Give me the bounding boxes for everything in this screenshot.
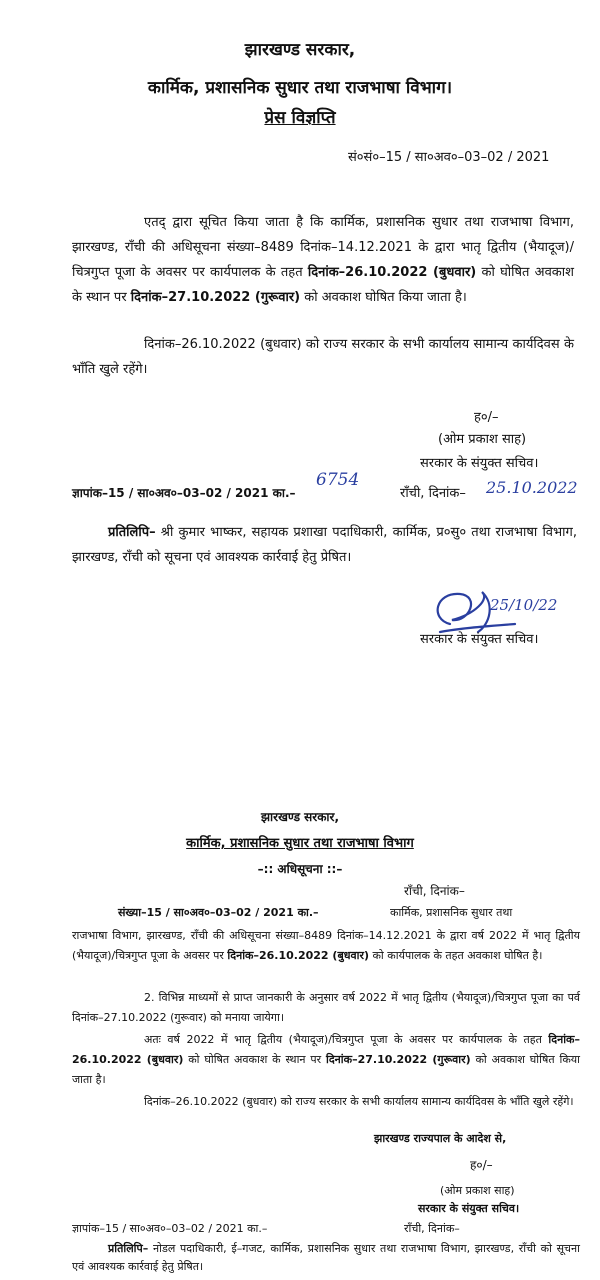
government-heading: झारखण्ड सरकार,: [244, 40, 356, 60]
memo-number: ज्ञापांक–15 / सा०अव०–03–02 / 2021 का.–: [72, 1222, 268, 1235]
notification-paragraph-1: राजभाषा विभाग, झारखण्ड, राँची की अधिसूचना संख्या–8489 दिनांक–14.12.2021 के द्वारा वर्ष 2022 में भातृ द्वितीय (भैयादूज)/चित्रगुप्त पूजा के अवसर पर दिनांक–26.10.2022 (बुधवार) को कार्यपालक के तहत अवकाश घोषित है।: [72, 929, 580, 962]
document-title: प्रेस विज्ञप्ति: [264, 108, 336, 128]
page-separator: [0, 770, 600, 786]
signature-handwritten-date: 25/10/22: [490, 596, 558, 614]
memo-place-date: राँची, दिनांक–: [404, 1222, 460, 1235]
document-title: –:: अधिसूचना ::–: [257, 862, 343, 876]
notification-paragraph-4: दिनांक–26.10.2022 (बुधवार) को राज्य सरकार के सभी कार्यालय सामान्य कार्यदिवस के भाँति खुले रहेंगे।: [144, 1095, 574, 1108]
memo-handwritten-number: 6754: [316, 470, 360, 490]
department-heading: कार्मिक, प्रशासनिक सुधार तथा राजभाषा विभाग: [186, 836, 414, 851]
signatory-name: (ओम प्रकाश साह): [440, 1184, 515, 1197]
governor-order: झारखण्ड राज्यपाल के आदेश से,: [374, 1132, 507, 1145]
place-date: राँची, दिनांक–: [404, 884, 465, 898]
department-heading: कार्मिक, प्रशासनिक सुधार तथा राजभाषा विभाग।: [147, 78, 453, 98]
notification-para1-start: कार्मिक, प्रशासनिक सुधार तथा: [390, 906, 513, 919]
memo-handwritten-date: 25.10.2022: [486, 478, 578, 497]
signature-ho: ह०/–: [474, 410, 499, 425]
notification-number: संख्या–15 / सा०अव०–03–02 / 2021 का.–: [118, 906, 319, 919]
signatory-designation: सरकार के संयुक्त सचिव।: [420, 456, 539, 471]
memo-number: ज्ञापांक–15 / सा०अव०–03–02 / 2021 का.–: [72, 486, 296, 500]
notification-page: [0, 786, 600, 1280]
memo-place-date: राँची, दिनांक–: [400, 486, 466, 501]
copy-to-paragraph: प्रतिलिपि– नोडल पदाधिकारी, ई–गजट, कार्मिक, प्रशासनिक सुधार तथा राजभाषा विभाग, झारखण्ड, राँची को सूचना एवं आवश्यक कार्रवाई हेतु प्रेषित।: [72, 1242, 580, 1273]
notice-paragraph-2: दिनांक–26.10.2022 (बुधवार) को राज्य सरकार के सभी कार्यालय सामान्य कार्यदिवस के भाँति खुले रहेंगे।: [72, 337, 574, 377]
signatory-designation-2: सरकार के संयुक्त सचिव।: [420, 632, 539, 647]
signature-ho: ह०/–: [470, 1158, 493, 1172]
notification-paragraph-3: अतः वर्ष 2022 में भातृ द्वितीय (भैयादूज)/चित्रगुप्त पूजा के अवसर पर कार्यपालक के तहत दिनांक–26.10.2022 (बुधवार) को घोषित अवकाश के स्थान पर दिनांक–27.10.2022 (गुरूवार) को अवकाश घोषित किया जाता है।: [72, 1033, 580, 1086]
signatory-name: (ओम प्रकाश साह): [438, 432, 527, 447]
copy-to-paragraph: प्रतिलिपि– श्री कुमार भाष्कर, सहायक प्रशाखा पदाधिकारी, कार्मिक, प्र०सु० तथा राजभाषा विभाग, झारखण्ड, राँची को सूचना एवं आवश्यक कार्रवाई हेतु प्रेषित।: [72, 525, 577, 565]
signatory-designation: सरकार के संयुक्त सचिव।: [418, 1202, 520, 1215]
notice-paragraph-1: एतद् द्वारा सूचित किया जाता है कि कार्मिक, प्रशासनिक सुधार तथा राजभाषा विभाग, झारखण्ड, राँची की अधिसूचना संख्या–8489 दिनांक–14.12.2021 के द्वारा भातृ द्वितीय (भैयादूज)/चित्रगुप्त पूजा के अवसर पर कार्यपालक के तहत दिनांक–26.10.2022 (बुधवार) को घोषित अवकाश के स्थान पर दिनांक–27.10.2022 (गुरूवार) को अवकाश घोषित किया जाता है।: [72, 215, 574, 305]
notification-paragraph-2: 2. विभिन्न माध्यमों से प्राप्त जानकारी के अनुसार वर्ष 2022 में भातृ द्वितीय (भैयादूज)/चित्रगुप्त पूजा का पर्व दिनांक–27.10.2022 (गुरूवार) को मनाया जायेगा।: [72, 991, 580, 1024]
government-heading: झारखण्ड सरकार,: [260, 810, 339, 824]
reference-number: सं०सं०–15 / सा०अव०–03–02 / 2021: [348, 150, 550, 165]
